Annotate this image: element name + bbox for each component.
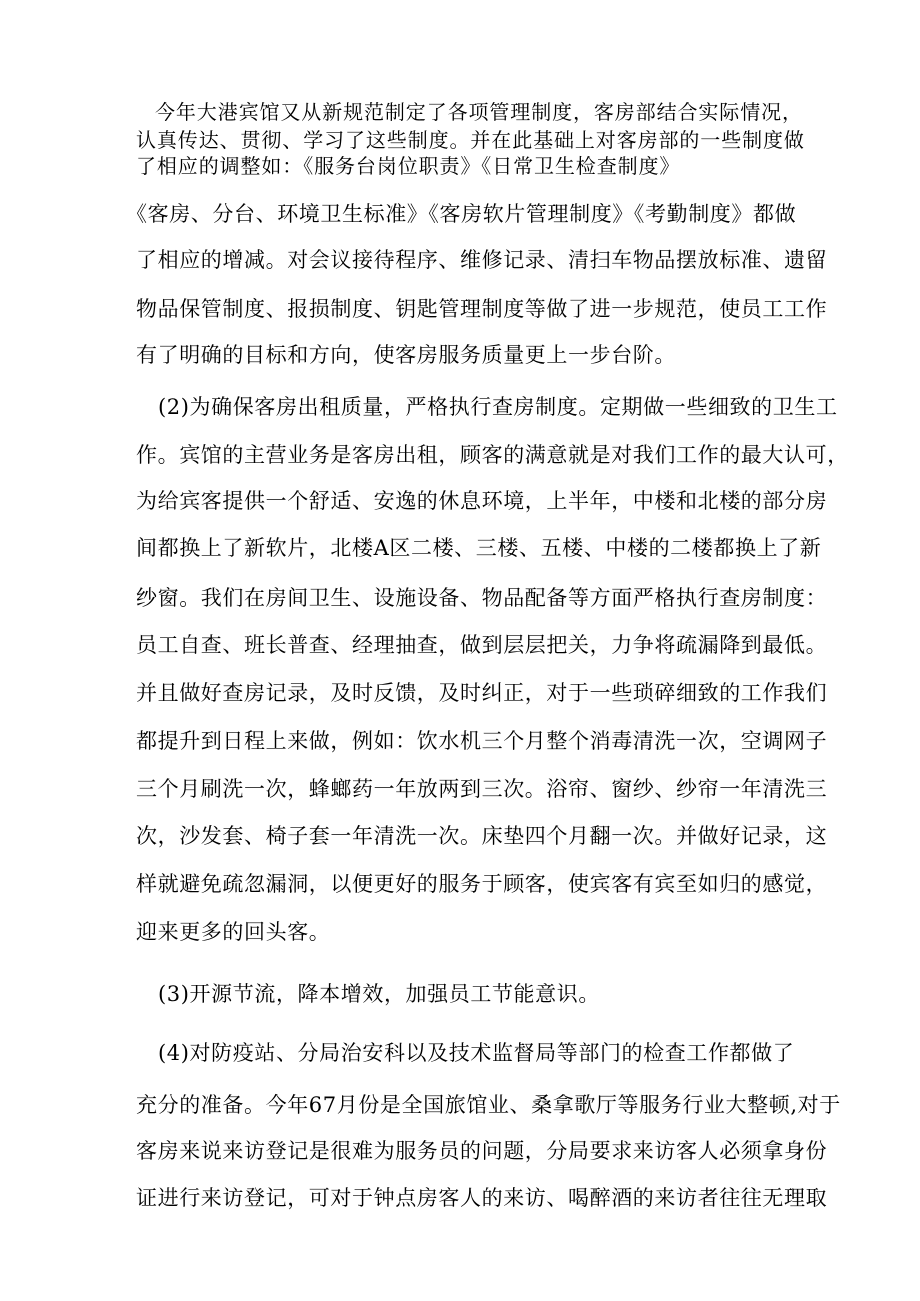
text-line: 客房来说来访登记是很难为服务员的问题，分局要求来访客人必须拿身份 — [136, 1139, 828, 1163]
text-line: 今年大港宾馆又从新规范制定了各项管理制度，客房部结合实际情况， — [155, 100, 803, 124]
text-line: 了相应的增减。对会议接待程序、维修记录、清扫车物品摆放标准、遗留 — [136, 248, 828, 272]
text-line: 间都换上了新软片，北楼A区二楼、三楼、五楼、中楼的二楼都换上了新 — [136, 536, 822, 560]
text-line: 三个月刷洗一次，蜂螂药一年放两到三次。浴帘、窗纱、纱帘一年清洗三 — [136, 777, 828, 801]
text-line: 员工自查、班长普查、经理抽查，做到层层把关，力争将疏漏降到最低。 — [136, 633, 828, 657]
text-line: (4)对防疫站、分局治安科以及技术监督局等部门的检查工作都做了 — [158, 1041, 795, 1065]
text-line: (3)开源节流，降本增效，加强员工节能意识。 — [158, 982, 600, 1006]
text-line: 物品保管制度、报损制度、钥匙管理制度等做了进一步规范，使员工工作 — [136, 297, 828, 321]
text-line: 为给宾客提供一个舒适、安逸的休息环境，上半年，中楼和北楼的部分房 — [136, 489, 828, 513]
text-line: (2)为确保客房出租质量，严格执行查房制度。定期做一些细致的卫生工 — [158, 395, 838, 419]
text-line: 《客房、分台、环境卫生标准》《客房软片管理制度》《考勤制度》都做 — [126, 202, 797, 226]
text-line: 证进行来访登记，可对于钟点房客人的来访、喝醉酒的来访者往往无理取 — [136, 1186, 828, 1210]
text-line: 次，沙发套、椅子套一年清洗一次。床垫四个月翻一次。并做好记录，这 — [136, 824, 828, 848]
text-line: 有了明确的目标和方向，使客房服务质量更上一步台阶。 — [136, 343, 676, 367]
text-line: 作。宾馆的主营业务是客房出租，顾客的满意就是对我们工作的最大认可， — [136, 443, 849, 467]
text-line: 都提升到日程上来做，例如：饮水机三个月整个消毒清洗一次，空调网子 — [136, 729, 828, 753]
text-line: 了相应的调整如：《服务台岗位职责》《日常卫生检查制度》 — [136, 154, 681, 178]
text-line: 充分的准备。今年67月份是全国旅馆业、桑拿歌厅等服务行业大整顿,对于 — [136, 1093, 841, 1117]
text-line: 样就避免疏忽漏洞，以便更好的服务于顾客，使宾客有宾至如归的感觉， — [136, 872, 828, 896]
text-line: 认真传达、贯彻、学习了这些制度。并在此基础上对客房部的一些制度做 — [136, 128, 805, 152]
text-line: 迎来更多的回头客。 — [136, 920, 331, 944]
text-line: 纱窗。我们在房间卫生、设施设备、物品配备等方面严格执行查房制度： — [136, 586, 828, 610]
text-line: 并且做好查房记录，及时反馈，及时纠正，对于一些琐碎细致的工作我们 — [136, 681, 828, 705]
